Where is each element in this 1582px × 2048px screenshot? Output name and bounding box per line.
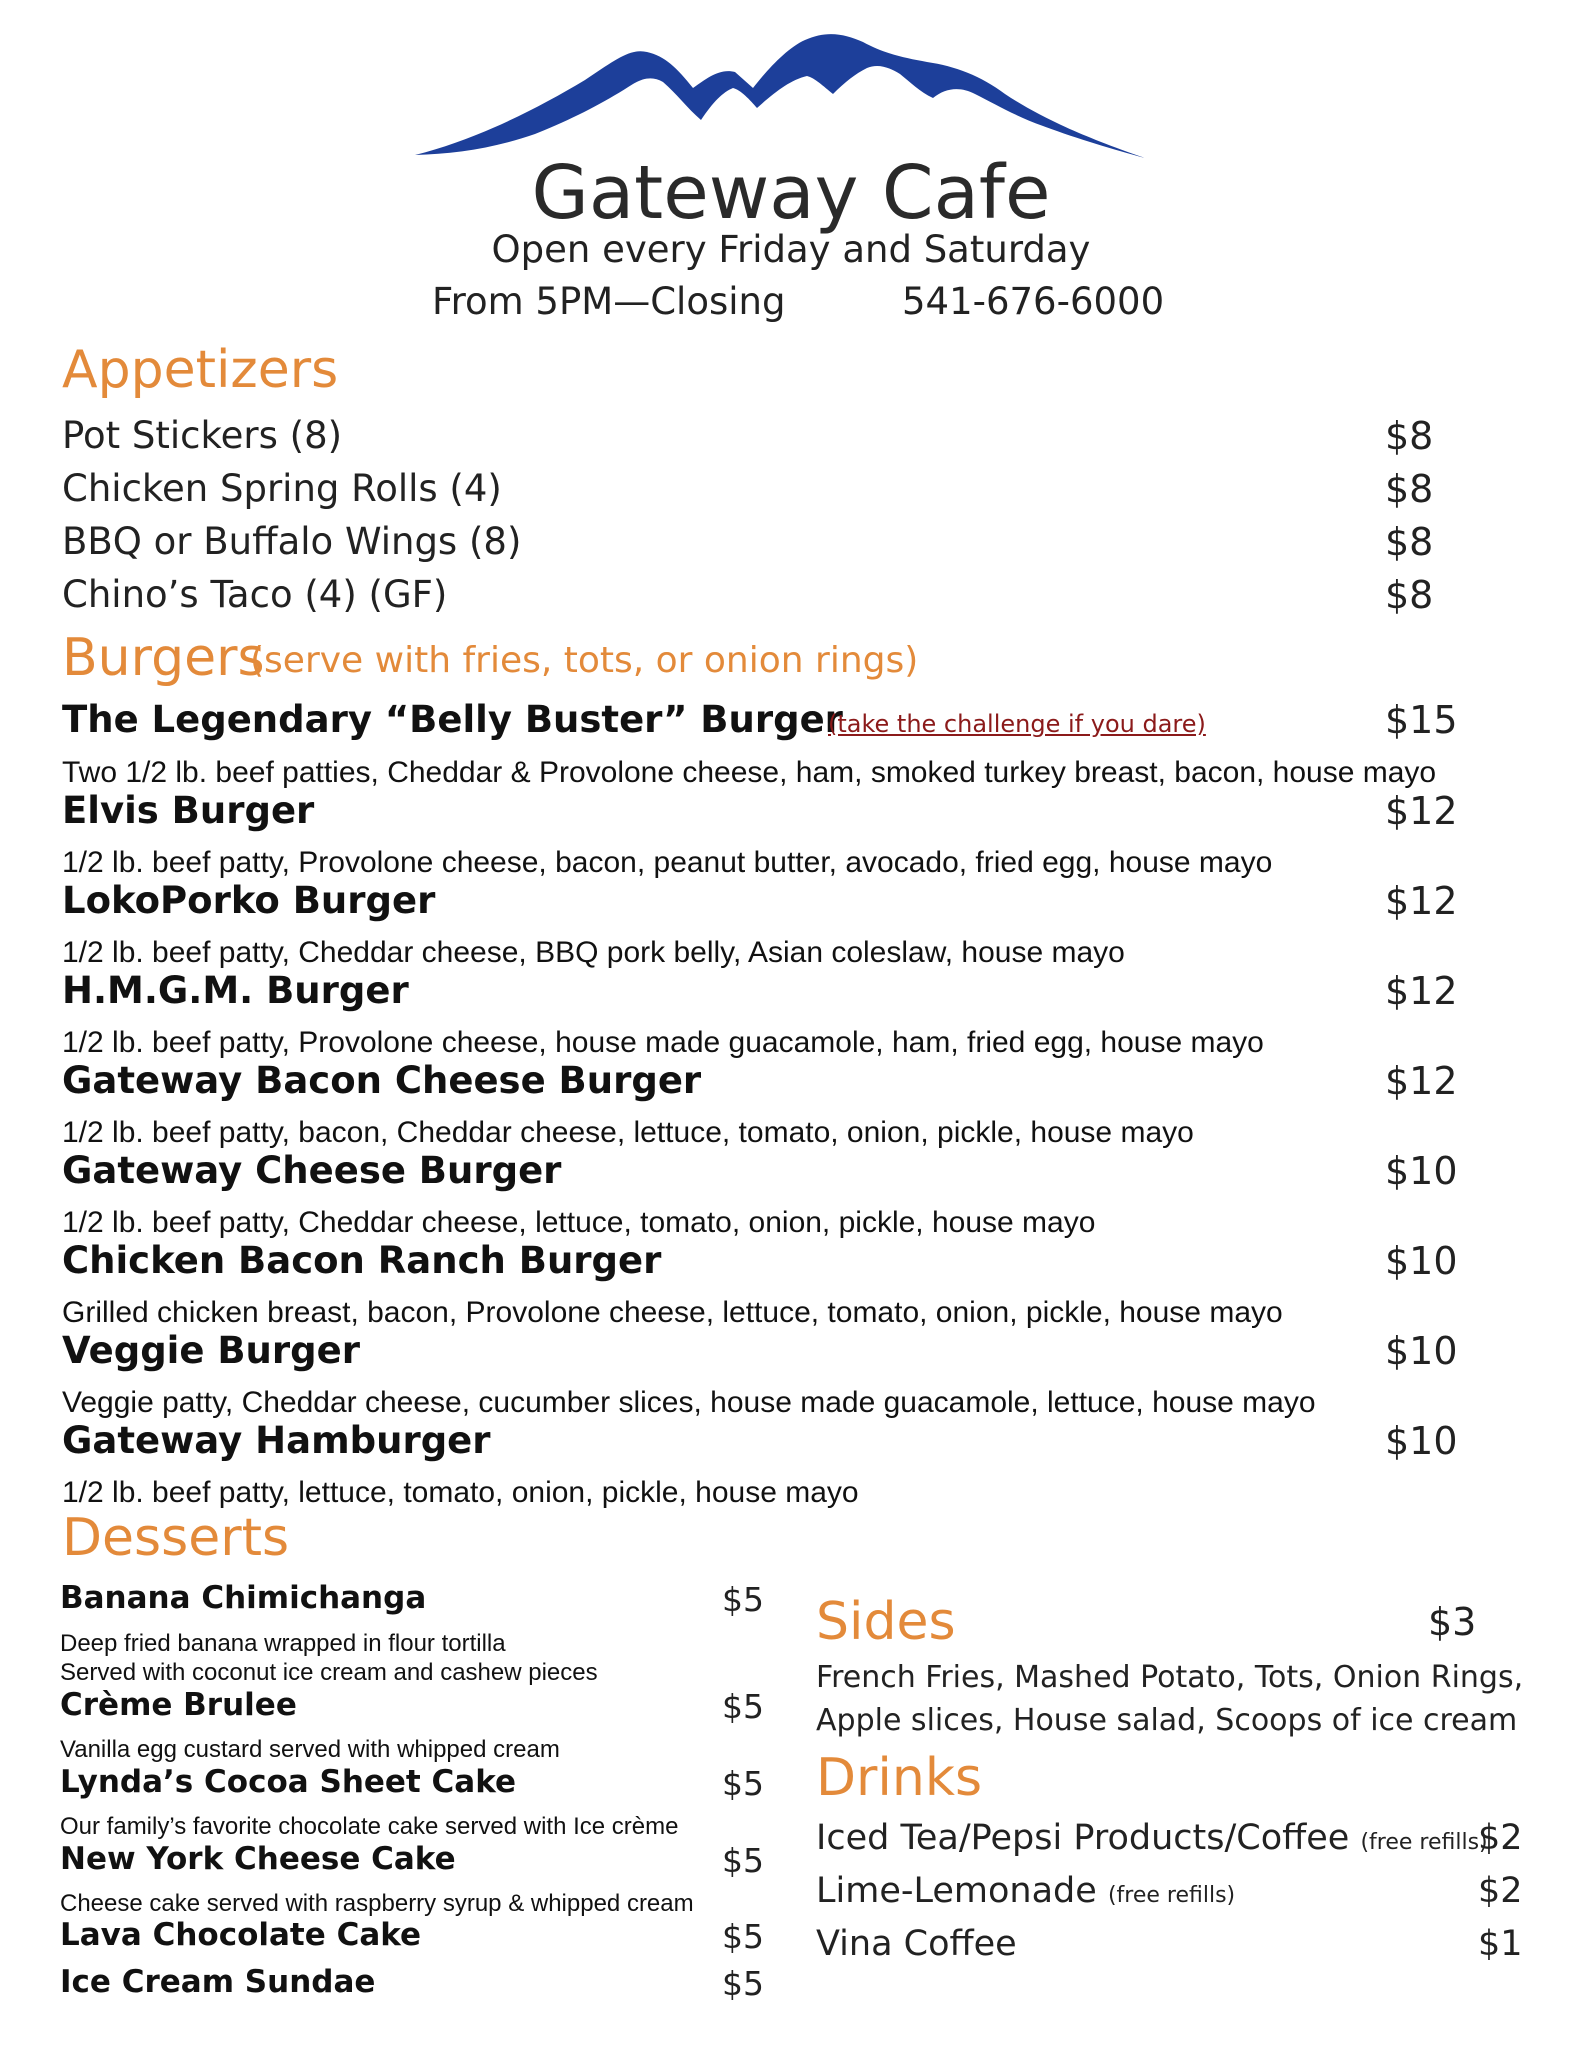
burger-name: H.M.G.M. Burger (62, 969, 409, 1012)
burger-price: $10 (1385, 1419, 1458, 1463)
drinks-heading: Drinks (816, 1748, 983, 1808)
appetizer-name: Pot Stickers (8) (62, 414, 343, 457)
dessert-name: Lynda’s Cocoa Sheet Cake (60, 1764, 517, 1800)
dessert-name: Lava Chocolate Cake (60, 1917, 422, 1953)
burger-name: Gateway Bacon Cheese Burger (62, 1059, 702, 1102)
dessert-price: $5 (722, 1964, 764, 2003)
burger-price: $12 (1385, 879, 1458, 923)
burger-name: The Legendary “Belly Buster” Burger (62, 698, 843, 741)
burger-price: $10 (1385, 1329, 1458, 1373)
dessert-name: New York Cheese Cake (60, 1841, 456, 1877)
appetizer-price: $8 (1385, 520, 1434, 564)
open-days-text: Open every Friday and Saturday (491, 228, 1091, 271)
dessert-description: Served with coconut ice cream and cashew pieces (60, 1659, 598, 1686)
cafe-title: Gateway Cafe (531, 150, 1051, 236)
burger-description: 1/2 lb. beef patty, Provolone cheese, house made guacamole, ham, fried egg, house mayo (62, 1026, 1264, 1059)
drink-note: (free refills) (1360, 1830, 1488, 1855)
burger-name: Veggie Burger (62, 1329, 360, 1372)
dessert-price: $5 (722, 1917, 764, 1956)
burger-description: 1/2 lb. beef patty, Provolone cheese, bacon, peanut butter, avocado, fried egg, house mayo (62, 846, 1273, 879)
dessert-description: Vanilla egg custard served with whipped cream (60, 1736, 560, 1763)
appetizers-heading: Appetizers (62, 340, 339, 400)
dessert-price: $5 (722, 1841, 764, 1880)
burger-description: 1/2 lb. beef patty, Cheddar cheese, lettuce, tomato, onion, pickle, house mayo (62, 1206, 1096, 1239)
burger-price: $12 (1385, 969, 1458, 1013)
burgers-heading: Burgers (62, 628, 265, 688)
burger-name: LokoPorko Burger (62, 879, 436, 922)
challenge-link[interactable]: (take the challenge if you dare) (828, 710, 1206, 738)
drink-item (816, 1924, 1017, 1964)
burgers-serving-note: (serve with fries, tots, or onion rings) (250, 640, 919, 681)
burger-price: $15 (1385, 698, 1458, 742)
burger-name: Gateway Cheese Burger (62, 1149, 562, 1192)
burger-price: $10 (1385, 1239, 1458, 1283)
phone-number: 541-676-6000 (902, 280, 1165, 323)
burger-description: 1/2 lb. beef patty, Cheddar cheese, BBQ pork belly, Asian coleslaw, house mayo (62, 936, 1125, 969)
drink-name: Iced Tea/Pepsi Products/Coffee (816, 1818, 1350, 1858)
appetizer-name: BBQ or Buffalo Wings (8) (62, 520, 522, 563)
appetizer-price: $8 (1385, 573, 1434, 617)
drink-name: Lime-Lemonade (816, 1871, 1097, 1911)
hours-text: From 5PM—Closing (432, 280, 786, 323)
sides-list-line: French Fries, Mashed Potato, Tots, Onion Rings, (816, 1660, 1524, 1695)
desserts-heading: Desserts (62, 1508, 290, 1568)
dessert-price: $5 (722, 1580, 764, 1619)
burger-price: $10 (1385, 1149, 1458, 1193)
dessert-description: Our family’s favorite chocolate cake served with Ice crème (60, 1813, 679, 1840)
burger-description: 1/2 lb. beef patty, bacon, Cheddar cheese, lettuce, tomato, onion, pickle, house mayo (62, 1116, 1194, 1149)
mountain-logo (415, 30, 1145, 165)
burger-price: $12 (1385, 789, 1458, 833)
burger-description: Veggie patty, Cheddar cheese, cucumber slices, house made guacamole, lettuce, house mayo (62, 1386, 1316, 1419)
burger-description: Two 1/2 lb. beef patties, Cheddar & Provolone cheese, ham, smoked turkey breast, bacon, house mayo (62, 756, 1437, 789)
appetizer-price: $8 (1385, 414, 1434, 458)
dessert-name: Crème Brulee (60, 1687, 297, 1723)
appetizer-name: Chicken Spring Rolls (4) (62, 467, 502, 510)
appetizer-price: $8 (1385, 467, 1434, 511)
sides-heading: Sides (816, 1592, 956, 1652)
drink-note: (free refills) (1107, 1883, 1236, 1908)
dessert-price: $5 (722, 1764, 764, 1803)
burger-price: $12 (1385, 1059, 1458, 1103)
sides-price: $3 (1428, 1600, 1477, 1644)
burger-name: Chicken Bacon Ranch Burger (62, 1239, 662, 1282)
drink-price: $2 (1478, 1818, 1523, 1858)
burger-name: Gateway Hamburger (62, 1419, 491, 1462)
drink-item (816, 1871, 1235, 1911)
burger-name: Elvis Burger (62, 789, 315, 832)
sides-list-line: Apple slices, House salad, Scoops of ice cream (816, 1703, 1518, 1738)
burger-description: 1/2 lb. beef patty, lettuce, tomato, onion, pickle, house mayo (62, 1476, 859, 1509)
dessert-price: $5 (722, 1687, 764, 1726)
dessert-name: Ice Cream Sundae (60, 1964, 376, 2000)
burger-description: Grilled chicken breast, bacon, Provolone cheese, lettuce, tomato, onion, pickle, house mayo (62, 1296, 1283, 1329)
dessert-name: Banana Chimichanga (60, 1580, 427, 1616)
dessert-description: Cheese cake served with raspberry syrup & whipped cream (60, 1890, 694, 1917)
drink-price: $2 (1478, 1871, 1523, 1911)
drink-item (816, 1818, 1488, 1858)
dessert-description: Deep fried banana wrapped in flour tortilla (60, 1630, 506, 1657)
mountain-range-shape (415, 34, 1145, 158)
drink-name: Vina Coffee (816, 1924, 1017, 1964)
appetizer-name: Chino’s Taco (4) (GF) (62, 573, 448, 616)
drink-price: $1 (1478, 1924, 1523, 1964)
